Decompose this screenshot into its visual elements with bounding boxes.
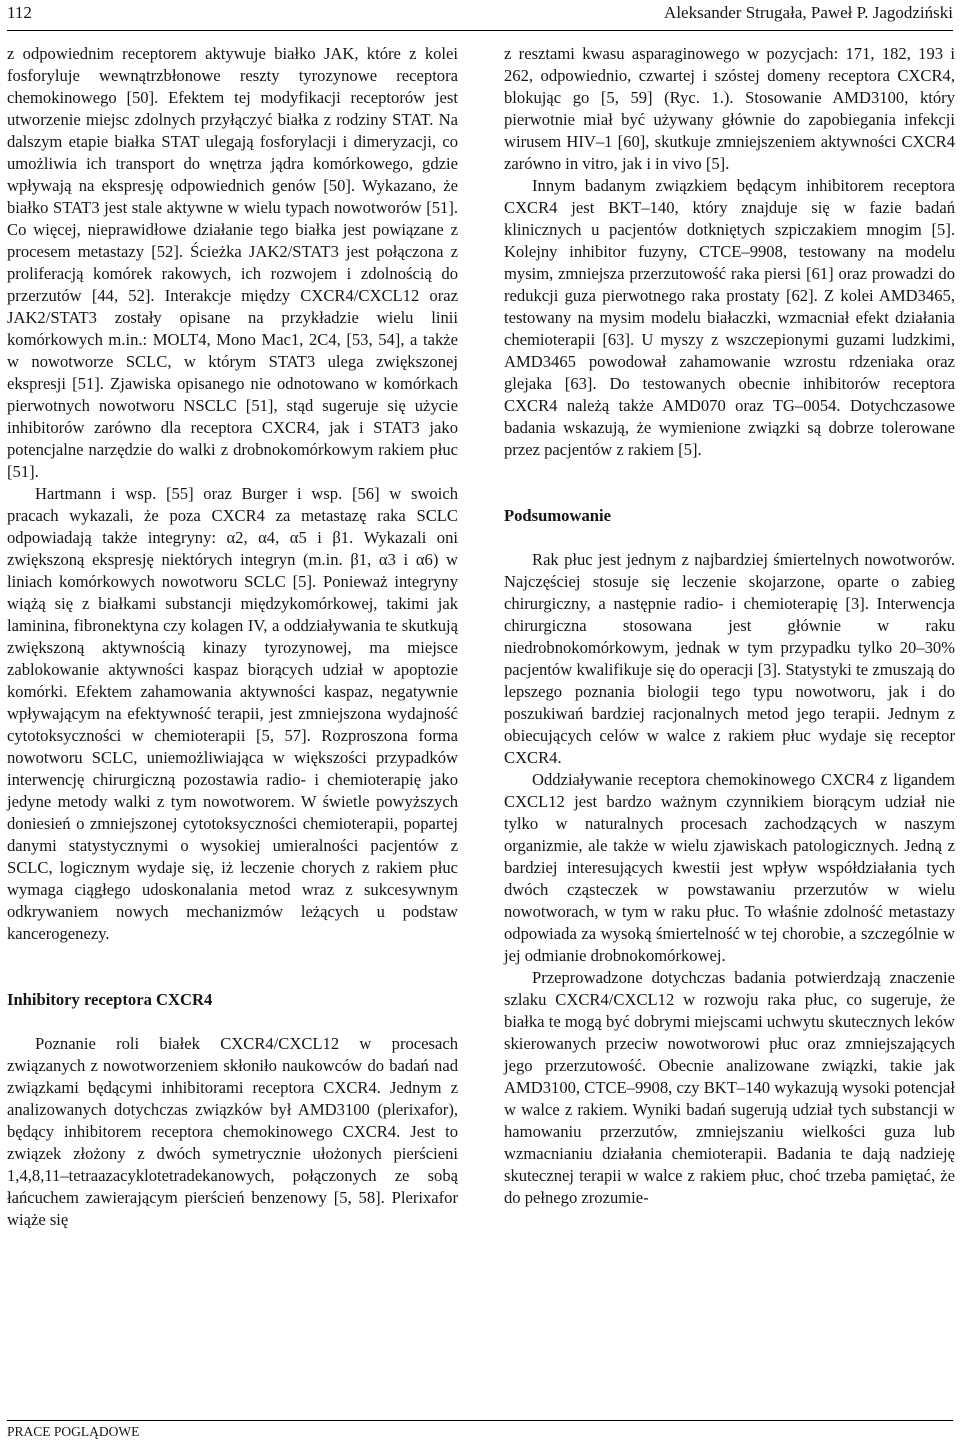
right-column (504, 43, 955, 1209)
paragraph: Hartmann i wsp. [55] oraz Burger i wsp. [56] w swoich pracach wykazali, że poza CXCR4 za metastazę raka SCLC odpowiadają także integryny: α2, α4, α5 i β1. Wykazali oni zwiększoną ekspresję niektórych integryn (m.in. β1, α3 i α6) w liniach komórkowych nowotworu SCLC [5]. Ponieważ integryny wiążą się z białkami substancji międzykomórkowej, takimi jak laminina, fibronektyna czy kolagen IV, a oddziaływania te skutkują zwiększoną aktywnością kinazy tyrozynowej, ma miejsce zablokowanie aktywności kaspaz biorących udział w apoptozie komórki. Efektem zahamowania aktywności kaspaz, negatywnie wpływającym na efektywność terapii, jest zmniejszona wydajność cytotoksyczności w chemioterapii [5, 57]. Rozproszona forma nowotworu SCLC, uniemożliwiająca w większości przypadków interwencję chirurgiczną pozostawia radio- i chemioterapię jako jedyne metody walki z tym nowotworem. W świetle powyższych doniesień o zmniejszonej cytotoksyczności chemioterapii, popartej danymi statystycznymi o wysokiej umieralności pacjentów z SCLC, logicznym wydaje się, iż leczenie chorych z rakiem płuc wymaga ciągłego udoskonalania metod wraz z sukcesywnym odkrywaniem nowych mechanizmów leżących u podstaw kancerogenezy. (7, 484, 458, 943)
page-header (7, 0, 953, 31)
section-heading-summary: Podsumowanie (504, 506, 611, 525)
page-number: 112 (7, 3, 32, 22)
section-heading-inhibitors: Inhibitory receptora CXCR4 (7, 990, 213, 1009)
page-footer (7, 1420, 953, 1441)
paragraph: Poznanie roli białek CXCR4/CXCL12 w procesach związanych z nowotworzeniem skłoniło naukowców do badań nad związkami będącymi inhibitorami receptora CXCR4. Jednym z analizowanych dotychczas związków był AMD3100 (plerixafor), będący inhibitorem receptora chemokinowego CXCR4. Jest to związek złożony z dwóch symetrycznie ułożonych pierścieni 1,4,8,11–tetraazacyklotetradekanowych, połączonych ze sobą łańcuchem zawierającym pierścień benzenowy [5, 58]. Plerixafor wiąże się (7, 1034, 458, 1229)
left-column (7, 43, 458, 1231)
paragraph: Przeprowadzone dotychczas badania potwierdzają znaczenie szlaku CXCR4/CXCL12 w rozwoju raka płuc, co sugeruje, że białka te mogą być dobrymi miejscami uchwytu skutecznych leków skierowanych przeciw nowotworowi płuc oraz zmniejszających jego przerzutowość. Obecnie analizowane związki, takie jak AMD3100, CTCE–9908, czy BKT–140 wykazują wysoki potencjał w walce z rakiem. Wyniki badań sugerują udział tych substancji w hamowaniu przerzutów, zmniejszaniu wielkości guza lub wzmacnianiu działania chemioterapii. Badania te dają nadzieję skutecznej terapii w walce z rakiem płuc, choć trzeba pamiętać, że do pełnego zrozumie- (504, 968, 955, 1207)
paragraph: Oddziaływanie receptora chemokinowego CXCR4 z ligandem CXCL12 jest bardzo ważnym czynnikiem biorącym udział nie tylko w naturalnych procesach zachodzących w naszym organizmie, ale także w wielu zjawiskach patologicznych. Jedną z bardziej interesujących kwestii jest wpływ współdziałania tych dwóch cząsteczek w powstawaniu przerzutów w wielu nowotworach, w tym w raku płuc. To właśnie zdolność metastazy odpowiada za wysoką śmiertelność w tej chorobie, a szczególnie w jej odmianie drobnokomórkowej. (504, 770, 955, 965)
paragraph: Rak płuc jest jednym z najbardziej śmiertelnych nowotworów. Najczęściej stosuje się leczenie skojarzone, oparte o zabieg chirurgiczny, a następnie radio- i chemioterapię [3]. Interwencja chirurgiczna stosowana jest głównie w raku niedrobnokomórkowym, jednak w tym przypadku tylko 20–30% pacjentów kwalifikuje się do operacji [3]. Statystyki te zmuszają do lepszego poznania biologii tego typu nowotworu, jak i do poszukiwań bardziej racjonalnych metod jego terapii. Jednym z obiecujących celów w walce z rakiem płuc wydaje się receptor CXCR4. (504, 550, 955, 767)
footer-section-label: PRACE POGLĄDOWE (7, 1424, 140, 1439)
paragraph: z odpowiednim receptorem aktywuje białko JAK, które z kolei fosforyluje wewnątrzbłonowe reszty tyrozynowe receptora chemokinowego [50]. Efektem tej modyfikacji receptorów jest utworzenie miejsc zdolnych przyłączyć białka z rodziny STAT. Na dalszym etapie białka STAT ulegają fosforylacji i dimeryzacji, co umożliwia ich transport do wnętrza jądra komórkowego, gdzie wpływają na ekspresję odpowiednich genów [50]. Wykazano, że białko STAT3 jest stale aktywne w wielu typach nowotworów [51]. Co więcej, nieprawidłowe działanie tego białka jest powiązane z procesem metastazy [52]. Ścieżka JAK2/STAT3 jest połączona z proliferacją komórek rakowych, ich rozwojem i zdolnością do przerzutów [44, 52]. Interakcje między CXCR4/CXCL12 oraz JAK2/STAT3 zostały opisane na przykładzie wielu linii komórkowych m.in.: MOLT4, Mono Mac1, 2C4, [53, 54], a także w nowotworze SCLC, w którym STAT3 ulega zwiększonej ekspresji [51]. Zjawiska opisanego nie odnotowano w komórkach pierwotnych nowotworu NSCLC [51], stąd sugeruje się użycie inhibitorów zarówno dla receptora CXCR4, jak i STAT3 jako potencjalne narzędzie do walki z drobnokomórkowym rakiem płuc [51]. (7, 44, 458, 481)
paragraph: z resztami kwasu asparaginowego w pozycjach: 171, 182, 193 i 262, odpowiednio, czwartej i szóstej domeny receptora CXCR4, blokując go [5, 59] (Ryc. 1.). Stosowanie AMD3100, który pierwotnie miał być używany głównie do zapobiegania infekcji wirusem HIV–1 [60], skutkuje zmniejszeniem aktywności CXCR4 zarówno in vitro, jak i in vivo [5]. (504, 44, 955, 173)
paragraph: Innym badanym związkiem będącym inhibitorem receptora CXCR4 jest BKT–140, który znajduje się w fazie badań klinicznych u pacjentów dotkniętych szpiczakiem mnogim [5]. Kolejny inhibitor fuzyny, CTCE–9908, testowany na modelu mysim, zmniejsza przerzutowość raka piersi [61] oraz prowadzi do redukcji guza pierwotnego raka prostaty [62]. Z kolei AMD3465, testowany na mysim modelu białaczki, wzmacniał efekt działania chemioterapii [63]. U myszy z wszczepionymi guzami ludzkimi, AMD3465 powodował zahamowanie wzrostu rdzeniaka oraz glejaka [63]. Do testowanych obecnie inhibitorów receptora CXCR4 należą także AMD070 oraz TG–0054. Dotychczasowe badania wskazują, że wymienione związki są dobrze tolerowane przez pacjentów z rakiem [5]. (504, 176, 955, 459)
running-head-authors: Aleksander Strugała, Paweł P. Jagodziński (664, 3, 953, 22)
